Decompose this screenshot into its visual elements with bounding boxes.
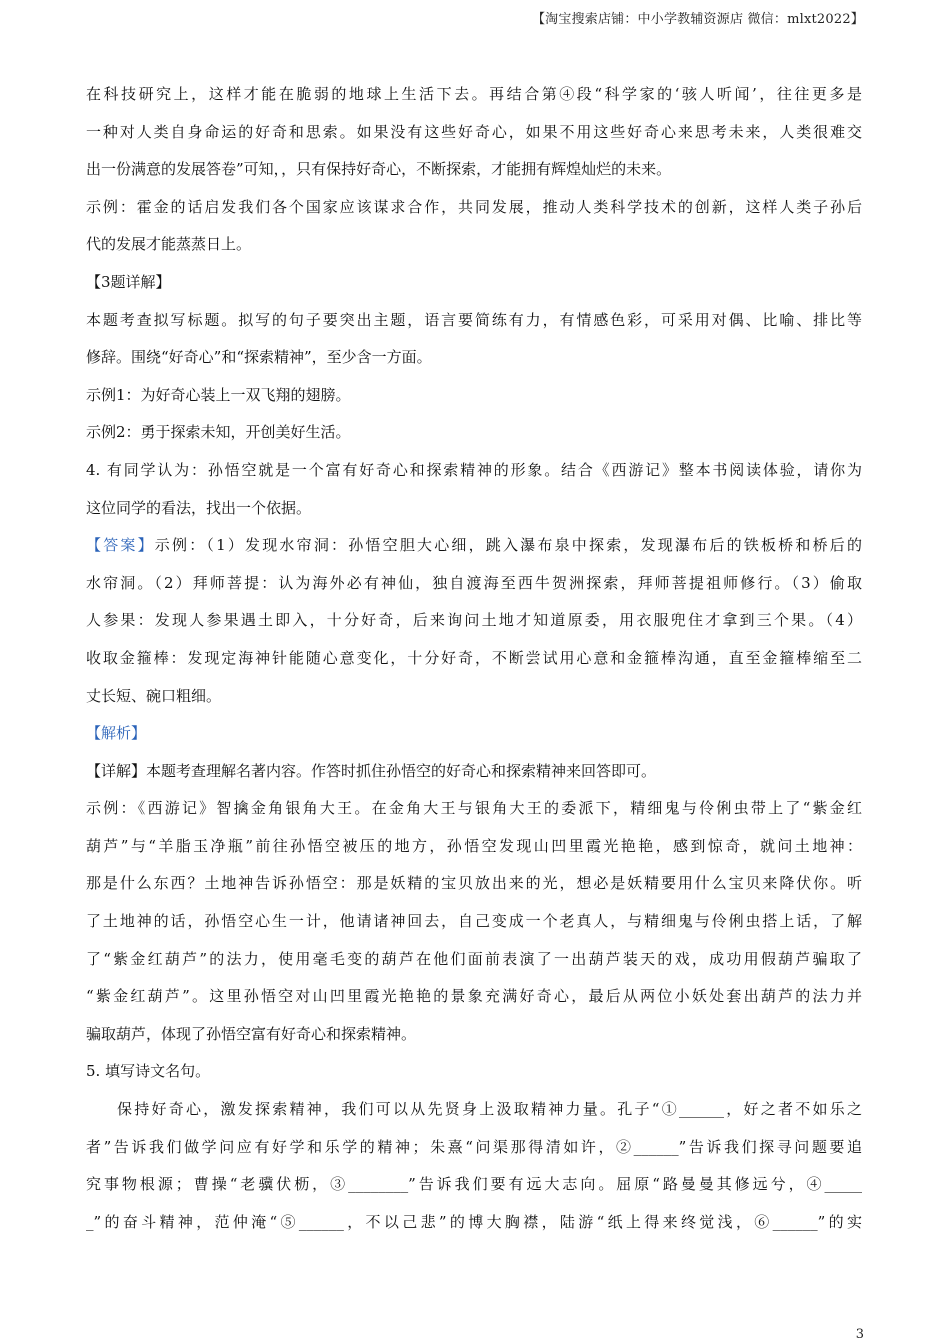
text-line: 示例1：为好奇心装上一双飞翔的翅膀。 [86, 385, 351, 404]
document-body [86, 76, 862, 1241]
text-line: 示例：《西游记》智擒金角银角大王。在金角大王与银角大王的委派下，精细鬼与伶俐虫带上了“紫金红 [86, 799, 862, 818]
text-line: 究事物根源；曹操“老骥伏枥，③________”告诉我们要有远大志向。屈原“路曼曼其修远兮，④_____ [86, 1175, 862, 1194]
text-line: 丈长短、碗口粗细。 [86, 686, 222, 705]
text-line: “紫金红葫芦”。这里孙悟空对山凹里霞光艳艳的景象充满好奇心，最后从两位小妖处套出葫芦的法力并 [86, 987, 862, 1006]
text-line: 【详解】本题考查理解名著内容。作答时抓住孙悟空的好奇心和探索精神来回答即可。 [86, 761, 657, 780]
text-line: 保持好奇心，激发探索精神，我们可以从先贤身上汲取精神力量。孔子“①______，好之者不如乐之 [117, 1100, 862, 1119]
text-line: 那是什么东西？土地神告诉孙悟空：那是妖精的宝贝放出来的光，想必是妖精要用什么宝贝来降伏你。听 [86, 874, 862, 893]
section-heading: 【3题详解】 [86, 272, 171, 291]
text-line: 水帘洞。（2）拜师菩提：认为海外必有神仙，独自渡海至西牛贺洲探索，拜师菩提祖师修行。（3）偷取 [86, 573, 862, 592]
text-line: 这位同学的看法，找出一个依据。 [86, 498, 312, 517]
page-number: 3 [855, 1327, 864, 1342]
text-line: 代的发展才能蒸蒸日上。 [86, 235, 252, 254]
text-line: 出一份满意的发展答卷”可知，，只有保持好奇心，不断探索，才能拥有辉煌灿烂的未来。 [86, 160, 672, 179]
question-4: 4. 有同学认为：孙悟空就是一个富有好奇心和探索精神的形象。结合《西游记》整本书阅读体验，请你为 [86, 460, 862, 479]
analysis-label: 【解析】 [86, 724, 147, 743]
text-line: 收取金箍棒：发现定海神针能随心意变化，十分好奇，不断尝试用心意和金箍棒沟通，直至金箍棒缩至二 [86, 648, 862, 667]
text-line: 骗取葫芦，体现了孙悟空富有好奇心和探索精神。 [86, 1024, 417, 1043]
text-line: 葫芦”与“羊脂玉净瓶”前往孙悟空被压的地方，孙悟空发现山凹里霞光艳艳，感到惊奇，就问土地神： [86, 836, 862, 855]
text-line: 示例：霍金的话启发我们各个国家应该谋求合作，共同发展，推动人类科学技术的创新，这样人类子孙后 [86, 197, 862, 216]
answer-text: 示例：（1）发现水帘洞：孙悟空胆大心细，跳入瀑布泉中探索，发现瀑布后的铁板桥和桥后的 [154, 536, 862, 555]
text-line: 修辞。围绕“好奇心”和“探索精神”，至少含一方面。 [86, 348, 432, 367]
text-line: 一种对人类自身命运的好奇和思索。如果没有这些好奇心，如果不用这些好奇心来思考未来，人类很难交 [86, 122, 862, 141]
page-header-watermark: 【淘宝搜索店铺：中小学教辅资源店 微信：mlxt2022】 [531, 12, 864, 27]
answer-label: 【答案】 [86, 536, 155, 555]
text-line: 者”告诉我们做学问应有好学和乐学的精神；朱熹“问渠那得清如许，②______”告诉我们探寻问题要追 [86, 1137, 862, 1156]
text-line: _”的奋斗精神，范仲淹“⑤______，不以己悲”的博大胸襟，陆游“纸上得来终觉浅，⑥______”的实 [86, 1212, 862, 1231]
text-line: 示例2：勇于探索未知，开创美好生活。 [86, 423, 351, 442]
text-line: 人参果：发现人参果遇土即入，十分好奇，后来询问土地才知道原委，用衣服兜住才拿到三个果。（4） [86, 611, 862, 630]
analysis-line [86, 715, 862, 753]
answer-line [86, 527, 862, 565]
text-line: 了“紫金红葫芦”的法力，使用毫毛变的葫芦在他们面前表演了一出葫芦装天的戏，成功用假葫芦骗取了 [86, 949, 862, 968]
text-line: 在科技研究上，这样才能在脆弱的地球上生活下去。再结合第④段“科学家的‘骇人听闻’，往往更多是 [86, 85, 862, 103]
text-line: 了土地神的话，孙悟空心生一计，他请诸神回去，自己变成一个老真人，与精细鬼与伶俐虫搭上话，了解 [86, 912, 862, 931]
text-line: 本题考查拟写标题。拟写的句子要突出主题，语言要简练有力，有情感色彩，可采用对偶、比喻、排比等 [86, 310, 862, 329]
question-5: 5. 填写诗文名句。 [86, 1062, 211, 1081]
